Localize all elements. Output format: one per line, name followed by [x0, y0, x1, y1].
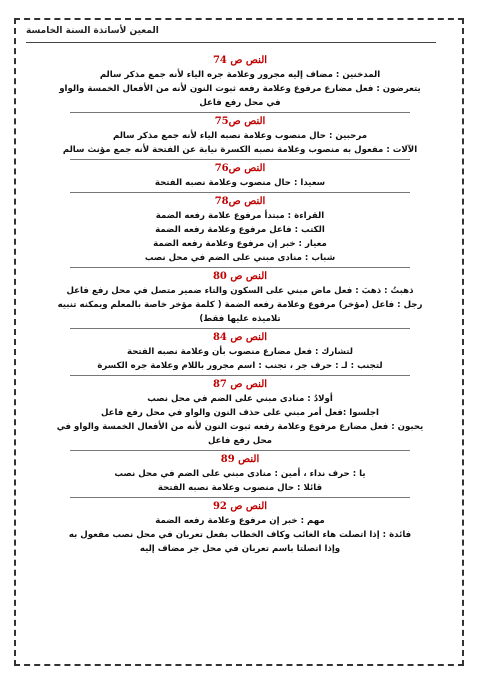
- section-divider: [70, 267, 410, 268]
- section-title: النص ص78: [214, 196, 266, 207]
- document-body: [30, 52, 450, 556]
- text-line: القراءة : مبتدأ مرفوع علامة رفعه الضمة: [155, 211, 325, 221]
- text-line: قائلا : حال منصوب وعلامة نصبه الفتحة: [157, 483, 323, 493]
- section-title: النص ص 87: [212, 379, 268, 390]
- section-divider: [70, 159, 410, 160]
- text-line: تلاميذه عليها فقط): [199, 314, 281, 324]
- text-line: لتجنب : لـ : حرف جر ، تجنب : اسم مجرور باللام وعلامة جره الكسرة: [97, 361, 383, 371]
- section-divider: [70, 192, 410, 193]
- text-line: فائدة : إذا اتصلت هاء الغائب وكاف الخطاب بفعل تعربان في محل نصب مفعول به: [68, 530, 412, 540]
- section-89: [30, 453, 450, 495]
- section-87: [30, 378, 450, 448]
- section-title: النص ص75: [214, 116, 266, 127]
- text-line: شباب : منادى مبني على الضم في محل نصب: [144, 253, 336, 263]
- text-line: يحبون : فعل مضارع مرفوع وعلامة رفعه ثبوت النون لأنه من الأفعال الخمسة والواو في: [56, 422, 424, 432]
- section-76: [30, 162, 450, 190]
- section-78: [30, 195, 450, 265]
- section-title: النص ص 84: [212, 332, 268, 343]
- text-line: وإذا اتصلتا باسم تعربان في محل جر مضاف إليه: [139, 544, 341, 554]
- text-line: سعيدا : حال منصوب وعلامة نصبه الفتحة: [154, 178, 326, 188]
- section-divider: [70, 375, 410, 376]
- text-line: في محل رفع فاعل: [199, 98, 281, 108]
- section-title: النص ص 92: [212, 501, 268, 512]
- text-line: الكتب : فاعل مرفوع وعلامة رفعه الضمة: [155, 225, 325, 235]
- section-title: النص ص 80: [212, 271, 268, 282]
- section-75: [30, 115, 450, 157]
- text-line: الآلات : مفعول به منصوب وعلامة نصبه الكسرة نيابة عن الفتحة لأنه جمع مؤنث سالم: [62, 145, 418, 155]
- section-84: [30, 331, 450, 373]
- page-header: [26, 22, 436, 44]
- text-line: مرحبين : حال منصوب وعلامة نصبه الياء لأنه جمع مذكر سالم: [112, 131, 368, 141]
- text-line: مهم : خبر إن مرفوع وعلامة رفعه الضمة: [155, 516, 325, 526]
- text-line: معيار : خبر إن مرفوع وعلامة رفعه الضمة: [153, 239, 327, 249]
- section-title: النص ص76: [214, 163, 266, 174]
- text-line: اجلسوا :فعل أمر مبني على حذف النون والواو في محل رفع فاعل: [100, 408, 380, 418]
- section-divider: [70, 497, 410, 498]
- text-line: لتشارك : فعل مضارع منصوب بأن وعلامة نصبه الفتحة: [127, 347, 353, 357]
- section-divider: [70, 328, 410, 329]
- text-line: يا : حرف نداء ، أمين : منادى مبني على الضم في محل نصب: [114, 469, 366, 479]
- section-title: النص ص 74: [212, 55, 268, 66]
- section-divider: [70, 112, 410, 113]
- text-line: رجل : فاعل (مؤخر) مرفوع وعلامة رفعه الضمة ( كلمة مؤخر خاصة بالمعلم ويمكنه تنبيه: [57, 300, 423, 310]
- text-line: أولادُ : منادى مبني على الضم في محل نصب: [147, 394, 333, 404]
- section-title: النص 89: [220, 454, 260, 465]
- text-line: محل رفع فاعل: [207, 436, 272, 446]
- text-line: المدخنين : مضاف إليه مجرور وعلامة جره الياء لأنه جمع مذكر سالم: [99, 70, 381, 80]
- section-divider: [70, 450, 410, 451]
- header-divider: [26, 42, 436, 43]
- section-80: [30, 270, 450, 326]
- section-74: [30, 54, 450, 110]
- section-92: [30, 500, 450, 556]
- text-line: ذهبتُ : ذهبَ : فعل ماض مبني على السكون والتاء ضمير متصل في محل رفع فاعل: [66, 286, 414, 296]
- header-title: المعين لأساتذة السنة الخامسة: [26, 26, 159, 36]
- text-line: يتعرضون : فعل مضارع مرفوع وعلامة رفعه ثبوت النون لأنه من الأفعال الخمسة والواو: [59, 84, 421, 94]
